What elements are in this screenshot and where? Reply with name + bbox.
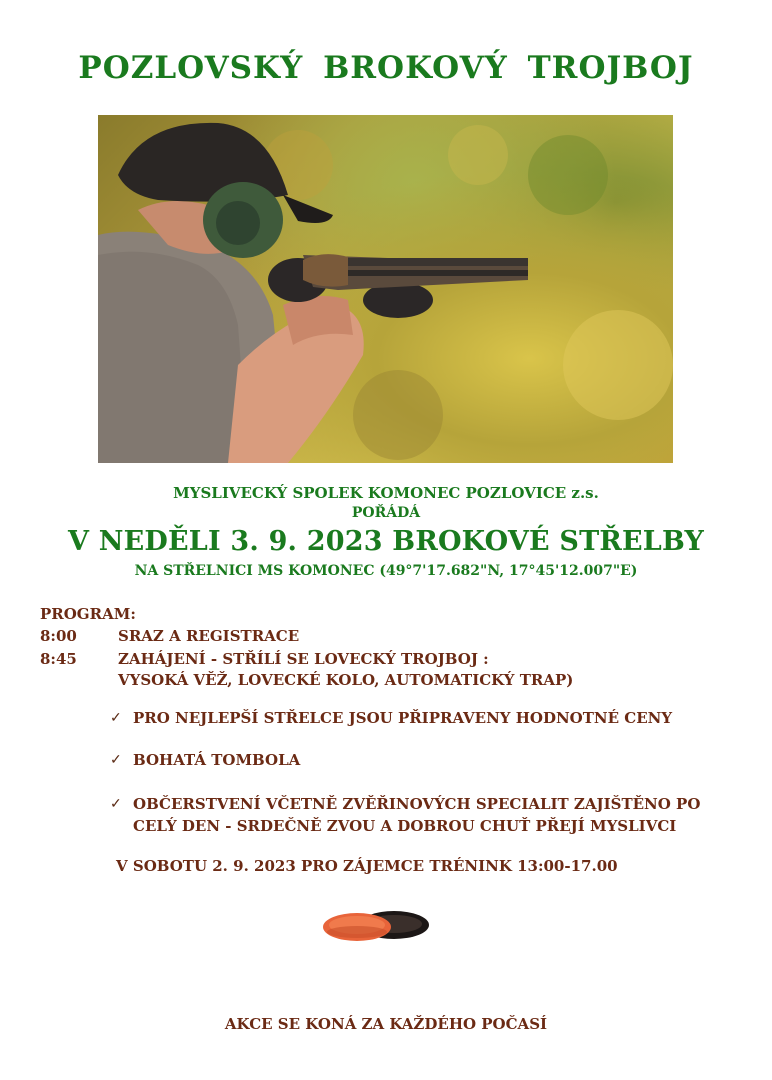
footer-note: AKCE SE KONÁ ZA KAŽDÉHO POČASÍ xyxy=(224,1015,548,1033)
program-text: ZAHÁJENÍ - STŘÍLÍ SE LOVECKÝ TROJBOJ : xyxy=(118,650,489,668)
bullet-refreshments: OBČERSTVENÍ VČETNĚ ZVĚŘINOVÝCH SPECIALIT ZAJIŠTĚNO PO xyxy=(133,795,701,813)
shooter-illustration xyxy=(98,115,673,463)
shooter-photo xyxy=(98,115,673,463)
check-icon: ✓ xyxy=(110,796,122,812)
check-icon: ✓ xyxy=(110,752,122,768)
event-headline: V NEDĚLI 3. 9. 2023 BROKOVÉ STŘELBY xyxy=(67,526,705,557)
program-text: SRAZ A REGISTRACE xyxy=(118,627,300,645)
poster-title: POZLOVSKÝ BROKOVÝ TROJBOJ xyxy=(78,50,694,86)
event-location: NA STŘELNICI MS KOMONEC (49°7'17.682"N, 17°45'12.007"E) xyxy=(134,563,638,579)
organizer-name: MYSLIVECKÝ SPOLEK KOMONEC POZLOVICE z.s. xyxy=(173,484,599,502)
bullet-prizes: PRO NEJLEPŠÍ STŘELCE JSOU PŘIPRAVENY HODNOTNÉ CENY xyxy=(133,709,673,727)
saturday-training: V SOBOTU 2. 9. 2023 PRO ZÁJEMCE TRÉNINK 13:00-17.00 xyxy=(116,857,618,875)
program-text-continued: VYSOKÁ VĚŽ, LOVECKÉ KOLO, AUTOMATICKÝ TRAP) xyxy=(118,671,574,689)
bullet-tombola: BOHATÁ TOMBOLA xyxy=(133,751,301,769)
program-label: PROGRAM: xyxy=(40,605,136,623)
bullet-refreshments-continued: CELÝ DEN - SRDEČNĚ ZVOU A DOBROU CHUŤ PŘEJÍ MYSLIVCI xyxy=(133,817,677,835)
program-time: 8:00 xyxy=(40,627,77,645)
organizer-verb: POŘÁDÁ xyxy=(351,505,421,521)
program-time: 8:45 xyxy=(40,650,77,668)
check-icon: ✓ xyxy=(110,710,122,726)
clay-pigeon-icon xyxy=(322,908,432,944)
